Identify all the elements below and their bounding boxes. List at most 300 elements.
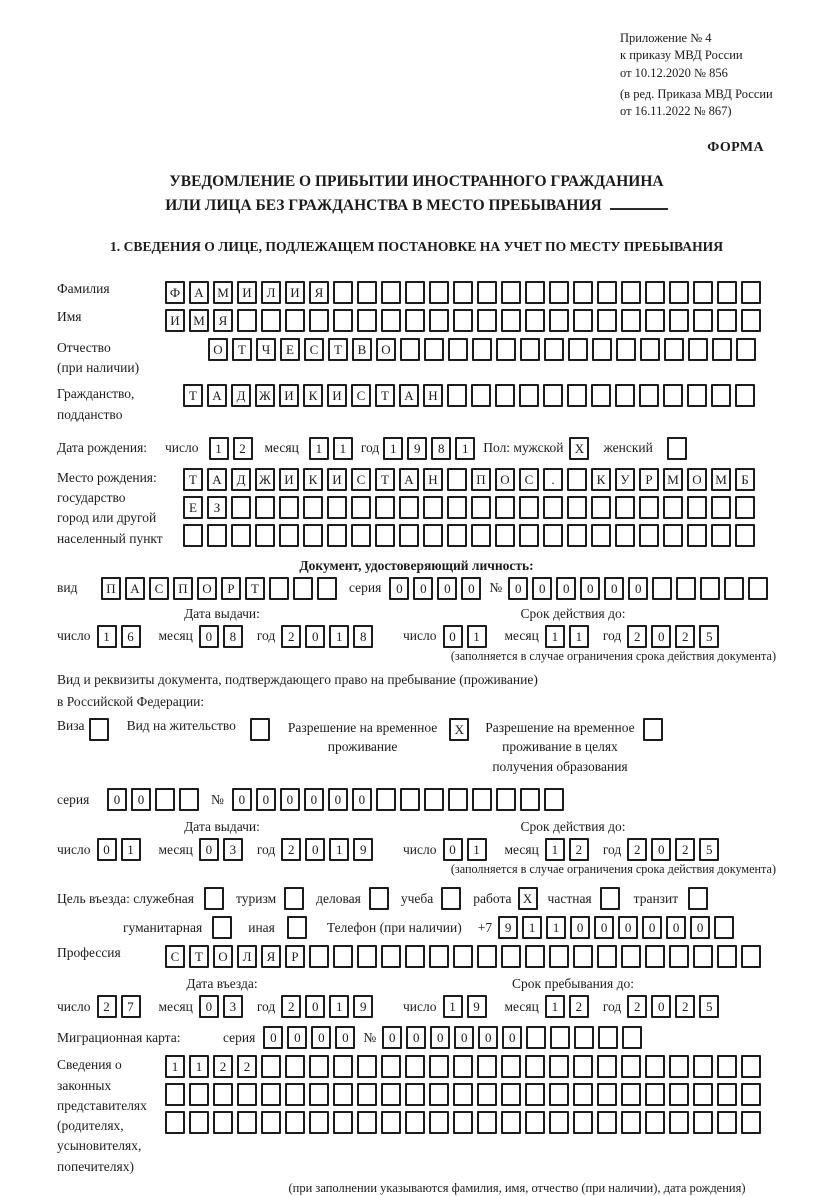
form-cell[interactable]: 2: [233, 437, 253, 460]
form-cell[interactable]: [597, 281, 617, 304]
form-cell[interactable]: [501, 281, 521, 304]
form-cell[interactable]: [724, 577, 744, 600]
form-cell[interactable]: 5: [699, 995, 719, 1018]
form-cell[interactable]: 1: [467, 625, 487, 648]
form-cell[interactable]: [448, 788, 468, 811]
form-cell[interactable]: [639, 384, 659, 407]
form-cell[interactable]: О: [197, 577, 217, 600]
form-cell[interactable]: [567, 468, 587, 491]
form-cell[interactable]: [616, 338, 636, 361]
form-cell[interactable]: [405, 309, 425, 332]
form-cell[interactable]: [645, 281, 665, 304]
form-cell[interactable]: [549, 1055, 569, 1078]
form-cell[interactable]: С: [351, 384, 371, 407]
form-cell[interactable]: [717, 1083, 737, 1106]
form-cell[interactable]: 5: [699, 838, 719, 861]
form-cell[interactable]: [688, 887, 708, 910]
migration-card-number-cells[interactable]: [382, 1026, 646, 1049]
form-cell[interactable]: Р: [285, 945, 305, 968]
form-cell[interactable]: [717, 1055, 737, 1078]
birthplace-cells-row3[interactable]: [183, 524, 759, 547]
purpose-private-checkbox[interactable]: [600, 887, 624, 910]
form-cell[interactable]: [285, 1111, 305, 1134]
form-cell[interactable]: [399, 496, 419, 519]
form-cell[interactable]: [357, 945, 377, 968]
form-cell[interactable]: [615, 384, 635, 407]
form-cell[interactable]: П: [101, 577, 121, 600]
representatives-cells-row3[interactable]: [165, 1111, 765, 1134]
form-cell[interactable]: [327, 496, 347, 519]
form-cell[interactable]: 0: [107, 788, 127, 811]
form-cell[interactable]: 0: [461, 577, 481, 600]
form-cell[interactable]: [357, 1111, 377, 1134]
form-cell[interactable]: 8: [353, 625, 373, 648]
form-cell[interactable]: [663, 496, 683, 519]
form-cell[interactable]: [204, 887, 224, 910]
form-cell[interactable]: [333, 1111, 353, 1134]
form-cell[interactable]: X: [569, 437, 589, 460]
form-cell[interactable]: [477, 309, 497, 332]
form-cell[interactable]: [453, 281, 473, 304]
form-cell[interactable]: С: [351, 468, 371, 491]
form-cell[interactable]: 0: [443, 625, 463, 648]
stay-until-year-cells[interactable]: [627, 995, 723, 1018]
form-cell[interactable]: [477, 1083, 497, 1106]
form-cell[interactable]: [643, 718, 663, 741]
form-cell[interactable]: [376, 788, 396, 811]
form-cell[interactable]: 0: [502, 1026, 522, 1049]
form-cell[interactable]: [664, 338, 684, 361]
form-cell[interactable]: 0: [532, 577, 552, 600]
form-cell[interactable]: [525, 1083, 545, 1106]
form-cell[interactable]: [212, 916, 232, 939]
form-cell[interactable]: И: [285, 281, 305, 304]
form-cell[interactable]: [687, 524, 707, 547]
id-doc-valid-day-cells[interactable]: [443, 625, 491, 648]
form-cell[interactable]: [381, 1055, 401, 1078]
form-cell[interactable]: Я: [309, 281, 329, 304]
form-cell[interactable]: 0: [263, 1026, 283, 1049]
form-cell[interactable]: 0: [454, 1026, 474, 1049]
form-cell[interactable]: [687, 496, 707, 519]
form-cell[interactable]: [381, 1083, 401, 1106]
form-cell[interactable]: [357, 281, 377, 304]
residence-permit-checkbox[interactable]: [250, 718, 274, 741]
form-cell[interactable]: [261, 1083, 281, 1106]
form-cell[interactable]: [735, 524, 755, 547]
form-cell[interactable]: [574, 1026, 594, 1049]
form-cell[interactable]: И: [279, 384, 299, 407]
form-cell[interactable]: [453, 945, 473, 968]
form-cell[interactable]: [693, 945, 713, 968]
form-cell[interactable]: [711, 524, 731, 547]
form-cell[interactable]: [712, 338, 732, 361]
form-cell[interactable]: [453, 309, 473, 332]
form-cell[interactable]: [544, 338, 564, 361]
form-cell[interactable]: [231, 496, 251, 519]
id-doc-issue-day-cells[interactable]: [97, 625, 145, 648]
birthdate-year-cells[interactable]: [383, 437, 479, 460]
form-cell[interactable]: [525, 1111, 545, 1134]
form-cell[interactable]: 0: [389, 577, 409, 600]
form-cell[interactable]: [501, 1111, 521, 1134]
birthdate-month-cells[interactable]: [309, 437, 357, 460]
form-cell[interactable]: 2: [281, 625, 301, 648]
form-cell[interactable]: [375, 524, 395, 547]
form-cell[interactable]: [591, 496, 611, 519]
form-cell[interactable]: [669, 281, 689, 304]
form-cell[interactable]: [711, 384, 731, 407]
form-cell[interactable]: 3: [223, 995, 243, 1018]
form-cell[interactable]: 1: [545, 838, 565, 861]
form-cell[interactable]: 9: [498, 916, 518, 939]
form-cell[interactable]: [736, 338, 756, 361]
form-cell[interactable]: 0: [570, 916, 590, 939]
form-cell[interactable]: У: [615, 468, 635, 491]
form-cell[interactable]: [501, 1055, 521, 1078]
form-cell[interactable]: [472, 338, 492, 361]
firstname-cells[interactable]: [165, 309, 765, 332]
form-cell[interactable]: [496, 788, 516, 811]
form-cell[interactable]: 0: [628, 577, 648, 600]
form-cell[interactable]: С: [149, 577, 169, 600]
form-cell[interactable]: 2: [97, 995, 117, 1018]
stay-until-day-cells[interactable]: [443, 995, 491, 1018]
permit-issue-year-cells[interactable]: [281, 838, 377, 861]
form-cell[interactable]: 0: [443, 838, 463, 861]
form-cell[interactable]: [399, 524, 419, 547]
form-cell[interactable]: [213, 1111, 233, 1134]
form-cell[interactable]: Л: [237, 945, 257, 968]
form-cell[interactable]: П: [471, 468, 491, 491]
form-cell[interactable]: [429, 309, 449, 332]
form-cell[interactable]: 2: [627, 995, 647, 1018]
form-cell[interactable]: [405, 1083, 425, 1106]
visa-checkbox[interactable]: [89, 718, 113, 741]
form-cell[interactable]: 1: [545, 625, 565, 648]
form-cell[interactable]: 0: [618, 916, 638, 939]
form-cell[interactable]: 0: [305, 625, 325, 648]
form-cell[interactable]: [477, 1111, 497, 1134]
form-cell[interactable]: 5: [699, 625, 719, 648]
form-cell[interactable]: [693, 1055, 713, 1078]
form-cell[interactable]: [357, 309, 377, 332]
form-cell[interactable]: И: [165, 309, 185, 332]
form-cell[interactable]: [381, 281, 401, 304]
form-cell[interactable]: [519, 524, 539, 547]
id-doc-number-cells[interactable]: [508, 577, 772, 600]
form-cell[interactable]: А: [207, 468, 227, 491]
form-cell[interactable]: 1: [97, 625, 117, 648]
form-cell[interactable]: О: [208, 338, 228, 361]
form-cell[interactable]: 0: [199, 995, 219, 1018]
form-cell[interactable]: 0: [651, 625, 671, 648]
form-cell[interactable]: К: [303, 384, 323, 407]
form-cell[interactable]: [714, 916, 734, 939]
stay-until-month-cells[interactable]: [545, 995, 593, 1018]
surname-cells[interactable]: [165, 281, 765, 304]
form-cell[interactable]: 2: [675, 625, 695, 648]
form-cell[interactable]: [351, 524, 371, 547]
form-cell[interactable]: [189, 1083, 209, 1106]
form-cell[interactable]: Т: [183, 384, 203, 407]
purpose-other-checkbox[interactable]: [287, 916, 311, 939]
form-cell[interactable]: 0: [556, 577, 576, 600]
form-cell[interactable]: [333, 945, 353, 968]
purpose-study-checkbox[interactable]: [441, 887, 465, 910]
permit-valid-year-cells[interactable]: [627, 838, 723, 861]
form-cell[interactable]: 2: [569, 838, 589, 861]
form-cell[interactable]: [213, 1083, 233, 1106]
form-cell[interactable]: 2: [281, 995, 301, 1018]
form-cell[interactable]: [525, 945, 545, 968]
form-cell[interactable]: 1: [309, 437, 329, 460]
form-cell[interactable]: [405, 281, 425, 304]
form-cell[interactable]: С: [519, 468, 539, 491]
form-cell[interactable]: [495, 524, 515, 547]
form-cell[interactable]: 1: [165, 1055, 185, 1078]
form-cell[interactable]: [693, 309, 713, 332]
form-cell[interactable]: [544, 788, 564, 811]
form-cell[interactable]: [621, 945, 641, 968]
form-cell[interactable]: [741, 945, 761, 968]
form-cell[interactable]: [453, 1111, 473, 1134]
form-cell[interactable]: [471, 524, 491, 547]
form-cell[interactable]: 2: [675, 995, 695, 1018]
form-cell[interactable]: 0: [305, 838, 325, 861]
form-cell[interactable]: [549, 1111, 569, 1134]
form-cell[interactable]: [501, 309, 521, 332]
form-cell[interactable]: [424, 338, 444, 361]
form-cell[interactable]: [189, 1111, 209, 1134]
id-doc-valid-month-cells[interactable]: [545, 625, 593, 648]
form-cell[interactable]: [567, 496, 587, 519]
form-cell[interactable]: [573, 1055, 593, 1078]
birthplace-cells-row1[interactable]: [183, 468, 759, 491]
form-cell[interactable]: [639, 524, 659, 547]
form-cell[interactable]: 0: [199, 625, 219, 648]
form-cell[interactable]: [351, 496, 371, 519]
form-cell[interactable]: [400, 338, 420, 361]
form-cell[interactable]: [287, 916, 307, 939]
form-cell[interactable]: [591, 524, 611, 547]
form-cell[interactable]: 2: [627, 625, 647, 648]
form-cell[interactable]: [639, 496, 659, 519]
form-cell[interactable]: [573, 945, 593, 968]
form-cell[interactable]: [597, 309, 617, 332]
form-cell[interactable]: 0: [580, 577, 600, 600]
permit-series-cells[interactable]: [107, 788, 203, 811]
form-cell[interactable]: И: [279, 468, 299, 491]
form-cell[interactable]: X: [518, 887, 538, 910]
form-cell[interactable]: 0: [232, 788, 252, 811]
form-cell[interactable]: 0: [199, 838, 219, 861]
form-cell[interactable]: 0: [666, 916, 686, 939]
form-cell[interactable]: 8: [431, 437, 451, 460]
form-cell[interactable]: Ф: [165, 281, 185, 304]
form-cell[interactable]: [447, 384, 467, 407]
form-cell[interactable]: [261, 1055, 281, 1078]
form-cell[interactable]: Т: [183, 468, 203, 491]
form-cell[interactable]: [693, 281, 713, 304]
form-cell[interactable]: 1: [329, 625, 349, 648]
form-cell[interactable]: [687, 384, 707, 407]
form-cell[interactable]: 9: [467, 995, 487, 1018]
form-cell[interactable]: Р: [221, 577, 241, 600]
form-cell[interactable]: 1: [443, 995, 463, 1018]
form-cell[interactable]: [279, 496, 299, 519]
form-cell[interactable]: [525, 309, 545, 332]
form-cell[interactable]: .: [543, 468, 563, 491]
form-cell[interactable]: [549, 1083, 569, 1106]
form-cell[interactable]: 0: [335, 1026, 355, 1049]
form-cell[interactable]: [448, 338, 468, 361]
form-cell[interactable]: 2: [569, 995, 589, 1018]
form-cell[interactable]: [640, 338, 660, 361]
form-cell[interactable]: [309, 1055, 329, 1078]
form-cell[interactable]: Ж: [255, 468, 275, 491]
form-cell[interactable]: [741, 1055, 761, 1078]
form-cell[interactable]: А: [399, 468, 419, 491]
form-cell[interactable]: 0: [430, 1026, 450, 1049]
form-cell[interactable]: 0: [382, 1026, 402, 1049]
form-cell[interactable]: [717, 1111, 737, 1134]
form-cell[interactable]: [597, 945, 617, 968]
form-cell[interactable]: И: [327, 384, 347, 407]
form-cell[interactable]: [405, 1111, 425, 1134]
form-cell[interactable]: [441, 887, 461, 910]
form-cell[interactable]: 0: [651, 995, 671, 1018]
form-cell[interactable]: Н: [423, 384, 443, 407]
form-cell[interactable]: [447, 524, 467, 547]
form-cell[interactable]: [357, 1055, 377, 1078]
form-cell[interactable]: [621, 281, 641, 304]
entry-year-cells[interactable]: [281, 995, 377, 1018]
form-cell[interactable]: [549, 309, 569, 332]
permit-issue-month-cells[interactable]: [199, 838, 247, 861]
form-cell[interactable]: [429, 281, 449, 304]
form-cell[interactable]: 0: [256, 788, 276, 811]
form-cell[interactable]: 1: [329, 995, 349, 1018]
form-cell[interactable]: [717, 945, 737, 968]
phone-cells[interactable]: [498, 916, 738, 939]
form-cell[interactable]: Я: [261, 945, 281, 968]
form-cell[interactable]: [269, 577, 289, 600]
form-cell[interactable]: Т: [328, 338, 348, 361]
form-cell[interactable]: 7: [121, 995, 141, 1018]
form-cell[interactable]: [405, 1055, 425, 1078]
form-cell[interactable]: 1: [329, 838, 349, 861]
form-cell[interactable]: 1: [189, 1055, 209, 1078]
form-cell[interactable]: [669, 1083, 689, 1106]
form-cell[interactable]: [424, 788, 444, 811]
form-cell[interactable]: [333, 1083, 353, 1106]
form-cell[interactable]: [621, 309, 641, 332]
form-cell[interactable]: [669, 1055, 689, 1078]
form-cell[interactable]: 3: [223, 838, 243, 861]
form-cell[interactable]: 1: [121, 838, 141, 861]
form-cell[interactable]: [519, 496, 539, 519]
form-cell[interactable]: 0: [287, 1026, 307, 1049]
id-doc-type-cells[interactable]: [101, 577, 341, 600]
entry-day-cells[interactable]: [97, 995, 145, 1018]
form-cell[interactable]: З: [207, 496, 227, 519]
form-cell[interactable]: X: [449, 718, 469, 741]
form-cell[interactable]: [592, 338, 612, 361]
form-cell[interactable]: [333, 1055, 353, 1078]
form-cell[interactable]: [567, 524, 587, 547]
form-cell[interactable]: 8: [223, 625, 243, 648]
form-cell[interactable]: А: [399, 384, 419, 407]
form-cell[interactable]: [423, 496, 443, 519]
temp-residence-checkbox[interactable]: [449, 718, 473, 741]
form-cell[interactable]: [369, 887, 389, 910]
form-cell[interactable]: 0: [413, 577, 433, 600]
form-cell[interactable]: [429, 1055, 449, 1078]
form-cell[interactable]: [622, 1026, 642, 1049]
form-cell[interactable]: [429, 1111, 449, 1134]
form-cell[interactable]: [261, 309, 281, 332]
form-cell[interactable]: 0: [304, 788, 324, 811]
form-cell[interactable]: 0: [131, 788, 151, 811]
form-cell[interactable]: О: [495, 468, 515, 491]
form-cell[interactable]: [748, 577, 768, 600]
form-cell[interactable]: [477, 1055, 497, 1078]
form-cell[interactable]: Р: [639, 468, 659, 491]
birthdate-day-cells[interactable]: [209, 437, 257, 460]
form-cell[interactable]: [293, 577, 313, 600]
form-cell[interactable]: 6: [121, 625, 141, 648]
form-cell[interactable]: [568, 338, 588, 361]
form-cell[interactable]: М: [189, 309, 209, 332]
form-cell[interactable]: Я: [213, 309, 233, 332]
form-cell[interactable]: [645, 1111, 665, 1134]
form-cell[interactable]: [693, 1083, 713, 1106]
citizenship-cells[interactable]: [183, 384, 759, 407]
form-cell[interactable]: А: [189, 281, 209, 304]
purpose-official-checkbox[interactable]: [204, 887, 228, 910]
form-cell[interactable]: И: [327, 468, 347, 491]
form-cell[interactable]: [669, 945, 689, 968]
form-cell[interactable]: [645, 309, 665, 332]
birthplace-cells-row2[interactable]: [183, 496, 759, 519]
form-cell[interactable]: [303, 524, 323, 547]
form-cell[interactable]: [285, 1083, 305, 1106]
form-cell[interactable]: [237, 1083, 257, 1106]
form-cell[interactable]: [317, 577, 337, 600]
form-cell[interactable]: [423, 524, 443, 547]
form-cell[interactable]: [447, 468, 467, 491]
form-cell[interactable]: [663, 384, 683, 407]
form-cell[interactable]: [549, 281, 569, 304]
form-cell[interactable]: [600, 887, 620, 910]
form-cell[interactable]: Т: [232, 338, 252, 361]
form-cell[interactable]: Т: [375, 468, 395, 491]
form-cell[interactable]: [597, 1083, 617, 1106]
form-cell[interactable]: [447, 496, 467, 519]
form-cell[interactable]: [89, 718, 109, 741]
form-cell[interactable]: 1: [545, 995, 565, 1018]
form-cell[interactable]: 0: [328, 788, 348, 811]
form-cell[interactable]: [543, 384, 563, 407]
form-cell[interactable]: [573, 1111, 593, 1134]
form-cell[interactable]: [309, 1111, 329, 1134]
form-cell[interactable]: [735, 496, 755, 519]
form-cell[interactable]: [471, 496, 491, 519]
form-cell[interactable]: Д: [231, 384, 251, 407]
form-cell[interactable]: Т: [375, 384, 395, 407]
representatives-cells-row1[interactable]: [165, 1055, 765, 1078]
